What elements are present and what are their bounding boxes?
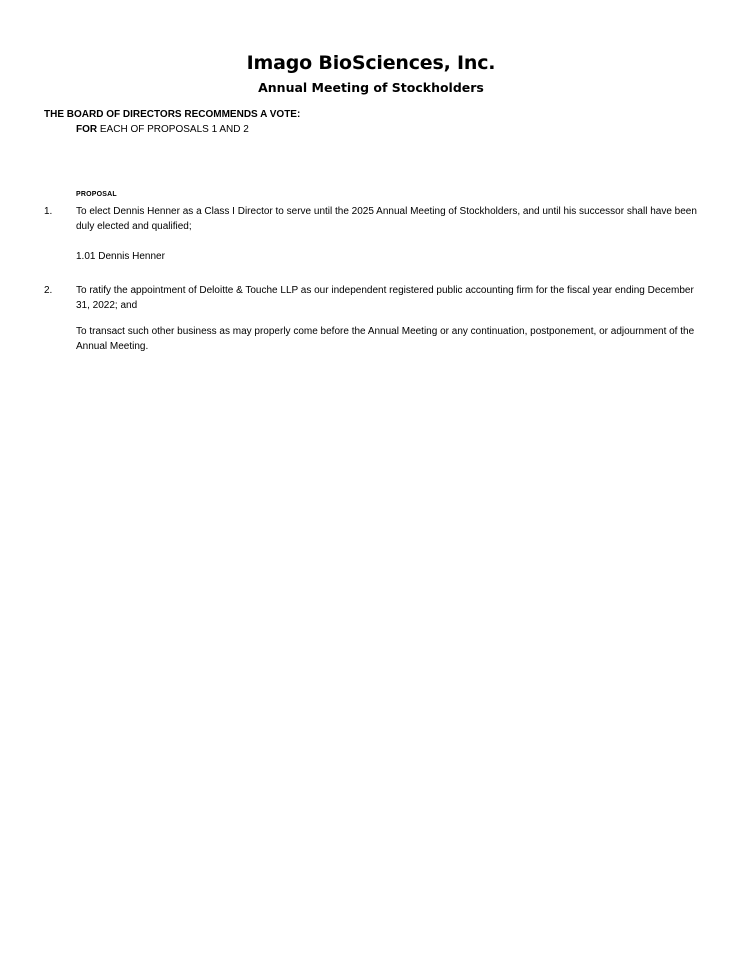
company-title: Imago BioSciences, Inc. bbox=[246, 52, 496, 74]
for-text: EACH OF PROPOSALS 1 AND 2 bbox=[97, 124, 249, 135]
proposal-1-text: To elect Dennis Henner as a Class I Director to serve until the 2025 Annual Meeting of Stockholders, and until his successor shall have been duly elected and qualified; bbox=[76, 206, 697, 232]
proposal-1-number: 1. bbox=[44, 206, 53, 217]
board-recommendation-line bbox=[76, 124, 249, 135]
for-label: FOR bbox=[76, 124, 98, 135]
proposal-2-text: To ratify the appointment of Deloitte & Touche LLP as our independent registered public accounting firm for the fiscal year ending December 31, 2022; and bbox=[76, 285, 694, 311]
other-business-text: To transact such other business as may properly come before the Annual Meeting or any continuation, postponement, or adjournment of the Annual Meeting. bbox=[76, 326, 695, 352]
meeting-subtitle: Annual Meeting of Stockholders bbox=[258, 80, 484, 95]
proposal-2-number: 2. bbox=[44, 285, 53, 296]
board-recommendation-heading: THE BOARD OF DIRECTORS RECOMMENDS A VOTE: bbox=[44, 109, 301, 120]
proposal-column-header: PROPOSAL bbox=[76, 191, 117, 198]
nominee-1-01: 1.01 Dennis Henner bbox=[76, 251, 165, 262]
